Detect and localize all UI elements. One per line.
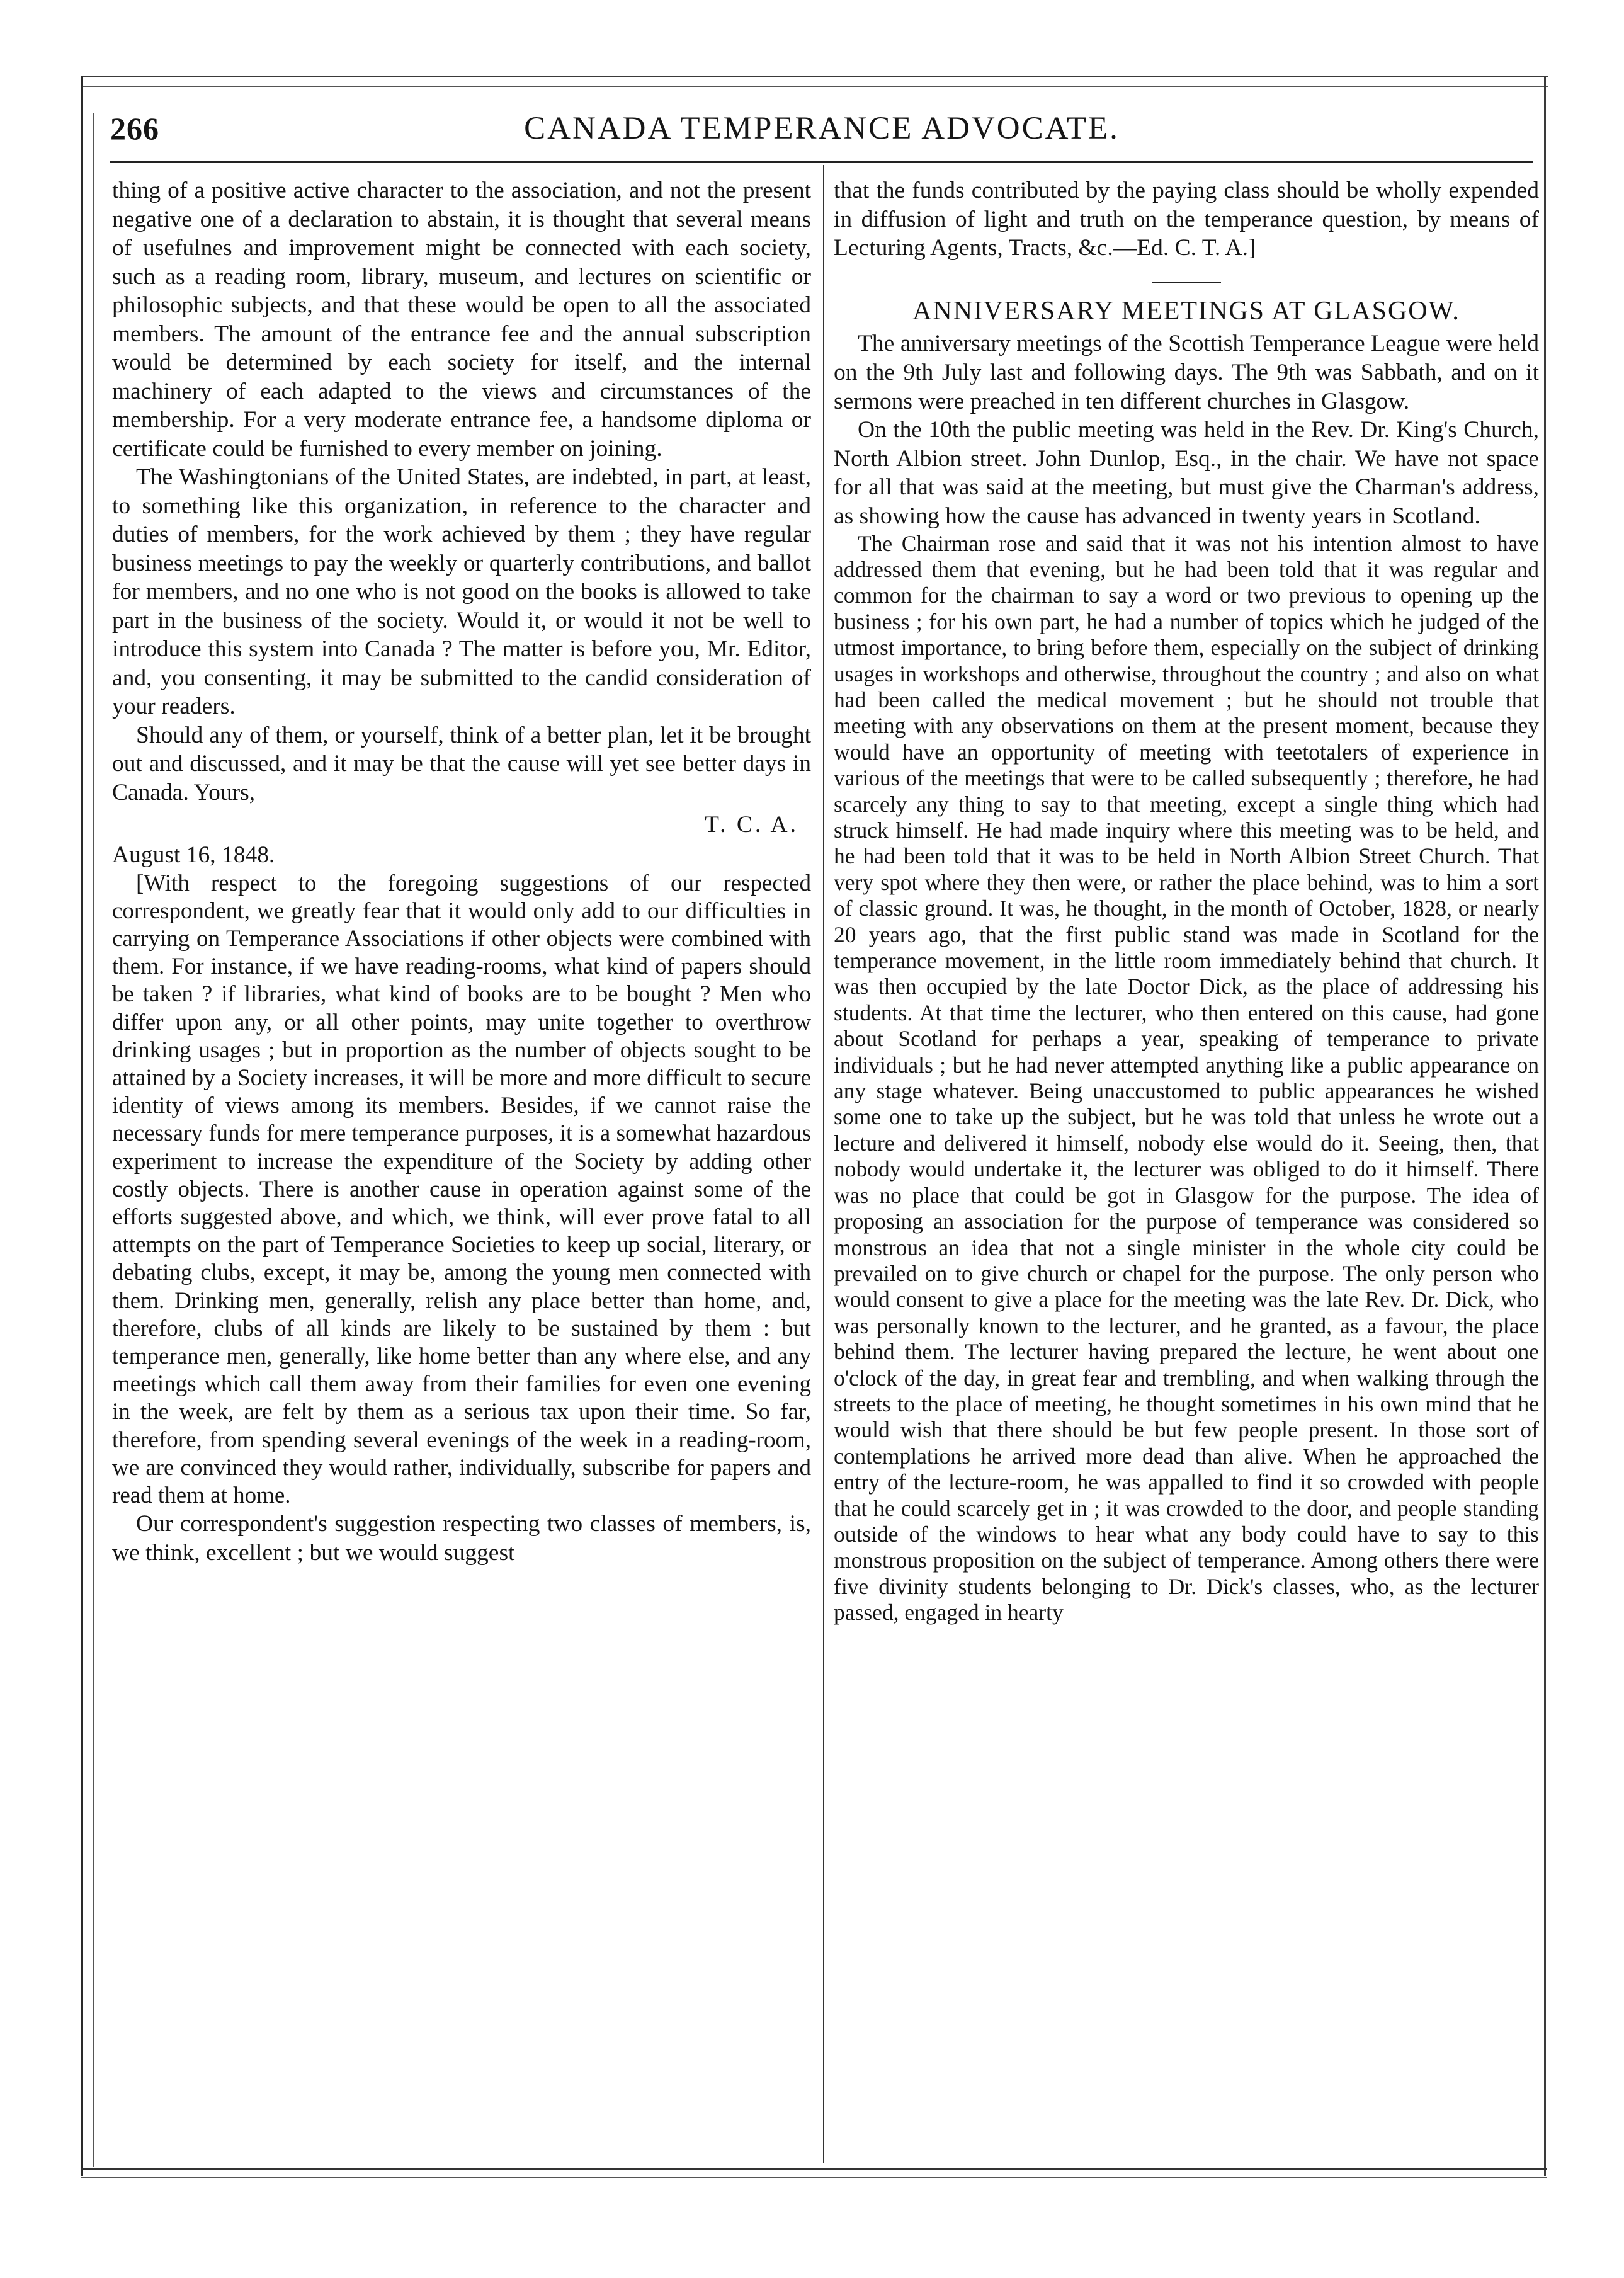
editorial-note: [With respect to the foregoing suggestions of our respected correspondent, we greatly fear that it would only add to our difficulties in carrying on Temperance Associations if other objects were combined with them. For instance, if we have reading-rooms, what kind of papers should be taken ? if libraries, what kind of books are to be bought ? Men who differ upon any, or all other points, may unite together to overthrow drinking usages ; but in proportion as the number of objects sought to be attained by a Society increases, it will be more and more difficult to secure identity of views among its members. Besides, if we cannot raise the necessary funds for mere temperance purposes, it is a somewhat hazardous experiment to increase the expenditure of the Society by adding other costly objects. There is another cause in operation against some of the efforts suggested above, and which, we think, will ever prove fatal to all attempts on the part of Temperance Societies to keep up social, literary, or debating clubs, except, it may be, among the young men connected with them. Drinking men, generally, relish any place better than home, and, therefore, clubs of all kinds are likely to be sustained by them : but temperance men, generally, like home better than any where else, and any meetings which call them away from their families for even one evening in the week, are felt by them as a serious tax upon their time. So far, therefore, from spending several evenings of the week in a reading-room, we are convinced they would rather, individually, subscribe for papers and read them at home. [112, 870, 811, 1509]
page-header [110, 110, 1533, 161]
right-border-rule [1544, 76, 1546, 2176]
article-paragraph-2: On the 10th the public meeting was held in the Rev. Dr. King's Church, North Albion street. John Dunlop, Esq., in the chair. We have not space for all that was said at the meeting, but must give the Charman's address, as showing how the cause has advanced in twenty years in Scotland. [834, 417, 1539, 529]
article-paragraph-1: The anniversary meetings of the Scottish Temperance League were held on the 9th July last and following days. The 9th was Sabbath, and on it sermons were preached in ten different churches in Glasgow. [834, 331, 1539, 414]
article-title: ANNIVERSARY MEETINGS AT GLASGOW. [912, 296, 1460, 326]
letter-signature: T. C. A. [704, 812, 798, 838]
left-border-rule [81, 76, 83, 2176]
running-title: CANADA TEMPERANCE ADVOCATE. [524, 111, 1120, 146]
editorial-continuation: that the funds contributed by the paying class should be wholly expended in diffusion of light and truth on the temperance question, by means of Lecturing Agents, Tracts, &c.—Ed. C. T. A.] [834, 178, 1539, 261]
right-column [834, 176, 1539, 1626]
letter-paragraph-2: The Washingtonians of the United States, are indebted, in part, at least, to something like this organization, in reference to the character and duties of members, for the work achieved by them ; they have regular business meetings to pay the weekly or quarterly contributions, and ballot for members, and no one who is not good on the books is allowed to take part in the business of the society. Would it, or would it not be well to introduce this system into Canada ? The matter is before you, Mr. Editor, and, you consenting, it may be submitted to the candid consideration of your readers. [112, 464, 811, 719]
section-separator-rule [1152, 282, 1221, 283]
letter-paragraph-1: thing of a positive active character to the association, and not the present negative one of a declaration to abstain, it is thought that several means of usefulnes and improvement might be connected with each society, such as a reading room, library, museum, and lectures on scientific or philosophic subjects, and that these would be open to all the associated members. The amount of the entrance fee and the annual subscription would be determined by each society for itself, and the internal machinery of each adapted to the views and circumstances of the membership. For a very moderate entrance fee, a handsome diploma or certificate could be furnished to every member on joining. [112, 178, 811, 462]
top-border-rule [81, 76, 1548, 77]
bottom-border-rule [81, 2168, 1547, 2170]
bottom-border-rule-inner [81, 2177, 1547, 2178]
letter-date: August 16, 1848. [112, 842, 275, 868]
left-column [112, 176, 811, 1567]
page-number: 266 [110, 111, 159, 146]
letter-paragraph-3: Should any of them, or yourself, think of a better plan, let it be brought out and discussed, and it may be that the cause will yet see better days in Canada. Yours, [112, 722, 811, 806]
left-border-rule-inner [93, 113, 94, 2167]
header-rule [110, 161, 1533, 163]
column-divider [823, 165, 824, 2163]
top-border-rule-inner [81, 86, 1548, 87]
chairman-address: The Chairman rose and said that it was not his intention almost to have addressed them that evening, but he had been told that it was regular and common for the chairman to say a word or two previous to opening up the business ; for his own part, he had a number of topics which he judged of the utmost importance, to bring before them, especially on the subject of drinking usages in workshops and otherwise, throughout the country ; and also on what had been called the medical movement ; but he should not trouble that meeting with any observations on them at the present moment, because they would have an opportunity of meeting with teetotalers of experience in various of the meetings that were to be called subsequently ; therefore, he had scarcely any thing to say to that meeting, except a single thing which had struck himself. He had made inquiry where this meeting was to be held, and he had been told that it was to be held in North Albion Street Church. That very spot where they then were, or rather the place behind, was to him a sort of classic ground. It was, he thought, in the month of October, 1828, or nearly 20 years ago, that the first public stand was made in Scotland for the temperance movement, in the little room immediately behind that church. It was then occupied by the late Doctor Dick, as the place of addressing his students. At that time the lecturer, who then entered on this cause, had gone about Scotland for perhaps a year, speaking of temperance to private individuals ; but he had never attempted anything like a public appearance on any stage whatever. Being unaccustomed to public appearances he wished some one to take up the subject, but he was told that unless he wrote out a lecture and delivered it himself, nobody else would do it. Seeing, then, that nobody would undertake it, the lecturer was obliged to do it himself. There was no place that could be got in Glasgow for the purpose. The idea of proposing an association for the purpose of temperance was considered so monstrous an idea that not a single minister in the whole city could be prevailed on to give church or chapel for the purpose. The only person who would consent to give a place for the meeting was the late Rev. Dr. Dick, who was personally known to the lecturer, and he granted, as a favour, the place behind them. The lecturer having prepared the lecture, he went about one o'clock of the day, in great fear and trembling, and when walking through the streets to the place of meeting, he thought sometimes in his own mind that he would wish that there should be but few people present. In those sort of contemplations he arrived more dead than alive. When he approached the entry of the lecture-room, he was appalled to find it so crowded with people that he could scarcely get in ; it was crowded to the door, and people standing outside of the windows to hear what any body could have to say to this monstrous proposition on the subject of temperance. Among others there were five divinity students belonging to Dr. Dick's classes, who, as the lecturer passed, engaged in hearty [834, 530, 1539, 1626]
editorial-closing-paragraph: Our correspondent's suggestion respecting two classes of members, is, we think, excellent ; but we would suggest [112, 1511, 811, 1566]
